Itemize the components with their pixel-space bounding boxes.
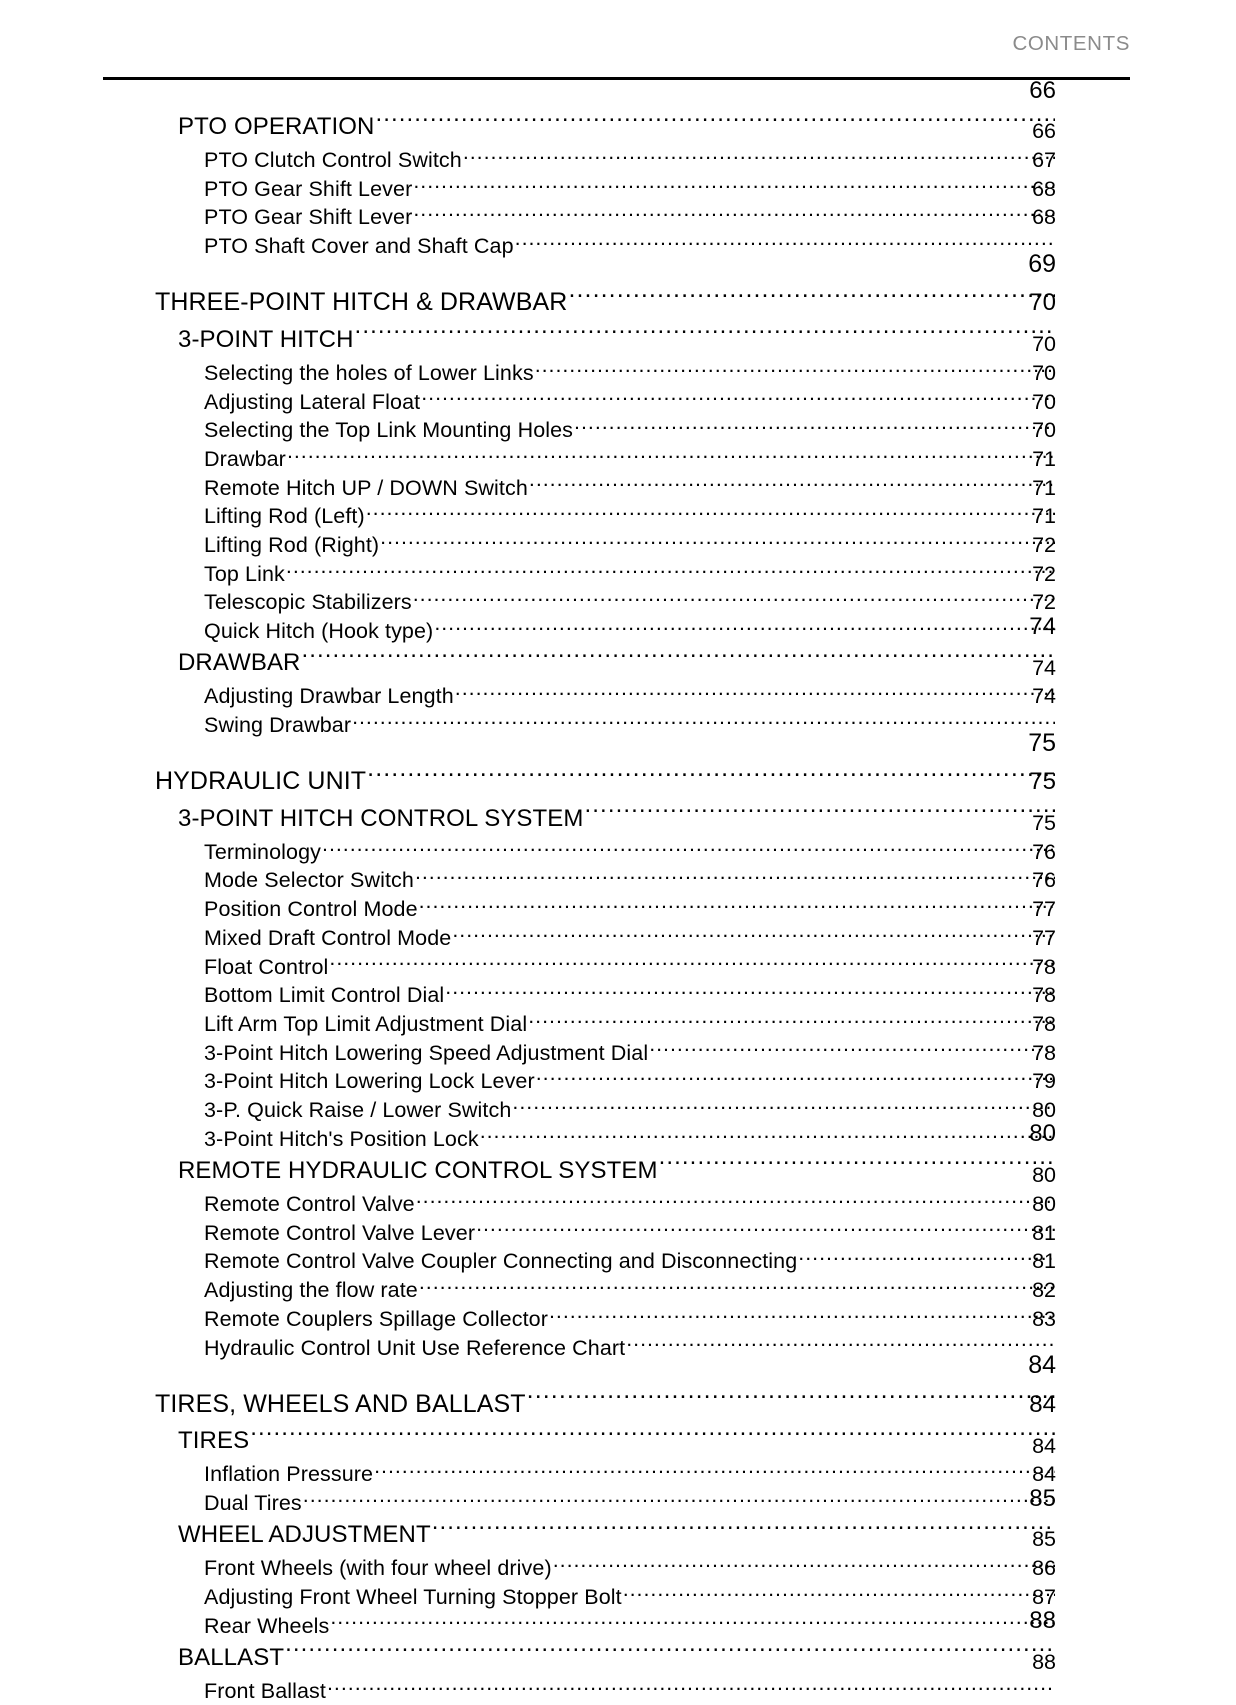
toc-dot-leader [574, 416, 1055, 438]
toc-entry-page-number: 78 [1032, 983, 1056, 1008]
toc-dot-leader [434, 617, 1055, 639]
toc-entry-page-number: 84 [1029, 1390, 1056, 1418]
toc-dot-leader [798, 1247, 1055, 1269]
toc-entry-label: Lift Arm Top Limit Adjustment Dial [204, 1011, 528, 1036]
toc-entry-page-number: 78 [1032, 954, 1056, 979]
toc-entry-label: Adjusting Drawbar Length [204, 684, 454, 709]
toc-entry-label: Mode Selector Switch [204, 868, 414, 893]
toc-entry-page-number: 74 [1032, 655, 1056, 680]
toc-dot-leader [512, 1096, 1055, 1118]
toc-entry-page-number: 70 [1032, 389, 1056, 414]
toc-entry-label: PTO Shaft Cover and Shaft Cap [204, 234, 514, 259]
toc-entry-label: TIRES [178, 1427, 250, 1455]
toc-entry-label: Adjusting the flow rate [204, 1278, 418, 1303]
toc-dot-leader [355, 323, 1055, 347]
toc-entry-label: DRAWBAR [178, 649, 301, 677]
toc-dot-leader [330, 1611, 1055, 1633]
toc-entry-label: Remote Control Valve [204, 1191, 415, 1216]
toc-entry-label: Lifting Rod (Left) [204, 504, 365, 529]
toc-dot-leader [327, 1676, 1055, 1698]
toc-entry-page-number: 80 [1029, 1120, 1056, 1148]
toc-entry-label: PTO OPERATION [178, 113, 375, 140]
toc-dot-leader [380, 531, 1055, 553]
toc-dot-leader [366, 502, 1055, 524]
toc-dot-leader [329, 952, 1055, 974]
toc-entry-page-number: 70 [1029, 289, 1056, 317]
toc-entry-label: THREE-POINT HITCH & DRAWBAR [155, 288, 568, 317]
toc-dot-leader [250, 1424, 1055, 1448]
toc-entry-label: PTO Gear Shift Lever [204, 205, 413, 230]
toc-entry-page-number: 74 [1029, 612, 1056, 640]
toc-dot-leader [515, 232, 1055, 254]
toc-entry-label: Float Control [204, 954, 329, 979]
toc-entry-page-number: 66 [1032, 119, 1056, 144]
toc-entry-page-number: 78 [1032, 1040, 1056, 1065]
toc-entry-page-number: 81 [1032, 1220, 1056, 1245]
toc-dot-leader [535, 358, 1055, 380]
toc-entry-page-number: 80 [1032, 1163, 1056, 1188]
toc-entry-page-number: 76 [1032, 839, 1056, 864]
toc-dot-leader [416, 1189, 1055, 1211]
toc-dot-leader [367, 764, 1055, 789]
toc-entry-page-number: 74 [1032, 684, 1056, 709]
toc-entry-label: Dual Tires [204, 1490, 302, 1515]
toc-entry-label: 3-Point Hitch Lowering Lock Lever [204, 1069, 535, 1094]
toc-dot-leader [536, 1067, 1055, 1089]
toc-entry-page-number: 67 [1032, 148, 1056, 172]
toc-entry-page-number: 77 [1032, 925, 1056, 950]
toc-dot-leader [527, 1387, 1055, 1412]
toc-entry-page-number: 70 [1032, 332, 1056, 357]
toc-entry-page-number: 88 [1029, 1607, 1056, 1635]
toc-entry-label: PTO Gear Shift Lever [204, 176, 413, 201]
running-header [103, 34, 1130, 55]
toc-entry-label: 3-POINT HITCH CONTROL SYSTEM [178, 804, 584, 832]
toc-entry-page-number: 72 [1032, 561, 1056, 586]
toc-entry-label: Quick Hitch (Hook type) [204, 619, 434, 644]
toc-dot-leader [285, 1641, 1055, 1665]
toc-dot-leader [432, 1518, 1055, 1542]
toc-dot-leader [413, 174, 1055, 196]
toc-dot-leader [549, 1304, 1055, 1326]
toc-entry-page-number: 76 [1032, 868, 1056, 893]
toc-entry-page-number: 70 [1032, 360, 1056, 385]
toc-entry-page-number: 78 [1032, 1011, 1056, 1036]
toc-dot-leader [528, 1009, 1055, 1031]
toc-entry-page-number: 79 [1032, 1069, 1056, 1094]
toc-entry-label: 3-Point Hitch's Position Lock [204, 1126, 479, 1151]
toc-entry-label: 3-P. Quick Raise / Lower Switch [204, 1098, 512, 1123]
toc-dot-leader [585, 802, 1055, 826]
toc-entry-label: Remote Hitch UP / DOWN Switch [204, 475, 528, 500]
toc-entry-label: Remote Couplers Spillage Collector [204, 1306, 548, 1331]
toc-dot-leader [463, 146, 1055, 168]
toc-dot-leader [413, 203, 1055, 225]
toc-entry-page-number: 87 [1032, 1584, 1056, 1609]
toc-entry-page-number: 66 [1029, 76, 1056, 104]
toc-dot-leader [352, 711, 1055, 733]
toc-entry-label: TIRES, WHEELS AND BALLAST [155, 1389, 526, 1418]
toc-entry-label: Drawbar [204, 446, 286, 471]
toc-dot-leader [375, 110, 1055, 134]
toc-entry-label: Front Wheels (with four wheel drive) [204, 1556, 552, 1581]
toc-entry-label: REMOTE HYDRAULIC CONTROL SYSTEM [178, 1156, 658, 1184]
toc-entry-page-number: 72 [1032, 590, 1056, 615]
toc-entry-label: Remote Control Valve Lever [204, 1220, 476, 1245]
toc-entry-page-number: 86 [1032, 1556, 1056, 1581]
toc-entry-label: WHEEL ADJUSTMENT [178, 1521, 431, 1549]
toc-dot-leader [421, 387, 1055, 409]
toc-entry-page-number: 85 [1032, 1527, 1056, 1552]
toc-dot-leader [413, 588, 1055, 610]
toc-dot-leader [419, 1276, 1055, 1298]
toc-dot-leader [659, 1154, 1055, 1178]
toc-dot-leader [476, 1218, 1055, 1240]
toc-dot-leader [649, 1038, 1055, 1060]
toc-dot-leader [445, 981, 1055, 1003]
toc-entry-page-number: 84 [1032, 1462, 1056, 1487]
toc-entry-label: Telescopic Stabilizers [204, 590, 412, 615]
toc-entry-page-number: 71 [1032, 504, 1056, 529]
toc-entry-page-number: 72 [1032, 533, 1056, 558]
toc-entry-page-number: 75 [1029, 768, 1056, 796]
toc-entry-label: Adjusting Lateral Float [204, 389, 421, 414]
toc-dot-leader [374, 1460, 1055, 1482]
toc-dot-leader [568, 285, 1055, 310]
toc-entry-label: Swing Drawbar [204, 713, 352, 738]
toc-entry-label: PTO Clutch Control Switch [204, 148, 462, 172]
toc-entry-page-number: 71 [1032, 446, 1056, 471]
toc-entry-page-number: 77 [1032, 897, 1056, 922]
toc-entry-label: 3-Point Hitch Lowering Speed Adjustment Dial [204, 1040, 649, 1065]
toc-entry-page-number: 84 [1032, 1433, 1056, 1458]
toc-dot-leader [455, 682, 1055, 704]
toc-dot-leader [480, 1124, 1055, 1146]
toc-entry[interactable] [0, 1650, 1236, 1705]
toc-dot-leader [415, 866, 1055, 888]
toc-entry-label: Position Control Mode [204, 897, 418, 922]
toc-dot-leader [553, 1554, 1055, 1576]
toc-entry-page-number: 68 [1032, 176, 1056, 201]
toc-entry-label: Rear Wheels [204, 1613, 330, 1638]
toc-entry-page-number: 85 [1029, 1484, 1056, 1512]
toc-entry-label: Front Ballast [204, 1678, 326, 1703]
toc-dot-leader [287, 444, 1055, 466]
toc-dot-leader [626, 1333, 1055, 1355]
toc-entry-label: Top Link [204, 561, 285, 586]
toc-entry-label: Selecting the holes of Lower Links [204, 360, 534, 385]
page-title: CONTENTS [1012, 32, 1130, 55]
toc-entry-label: Selecting the Top Link Mounting Holes [204, 418, 574, 443]
toc-entry-label: Lifting Rod (Right) [204, 533, 380, 558]
header-divider [103, 77, 1130, 80]
toc-entry-label: Inflation Pressure [204, 1462, 374, 1487]
toc-entry-label: Remote Control Valve Coupler Connecting and Disconnecting [204, 1249, 798, 1274]
toc-entry-page-number: 88 [1032, 1650, 1056, 1675]
toc-dot-leader [452, 923, 1055, 945]
toc-entry-page-number: 80 [1032, 1191, 1056, 1216]
toc-entry-label: Bottom Limit Control Dial [204, 983, 445, 1008]
toc-entry-label: 3-POINT HITCH [178, 325, 354, 353]
toc-entry-label: BALLAST [178, 1643, 285, 1671]
toc-entry-label: Adjusting Front Wheel Turning Stopper Bolt [204, 1584, 622, 1609]
toc-entry-page-number: 69 [1028, 249, 1056, 278]
toc-entry-page-number: 84 [1028, 1351, 1056, 1380]
toc-entry-page-number: 81 [1032, 1249, 1056, 1274]
toc-entry-page-number: 82 [1032, 1278, 1056, 1303]
toc-dot-leader [322, 837, 1055, 859]
toc-dot-leader [419, 895, 1055, 917]
toc-dot-leader [303, 1488, 1055, 1510]
toc-entry-label: HYDRAULIC UNIT [155, 767, 367, 796]
toc-entry-page-number: 68 [1032, 205, 1056, 230]
toc-dot-leader [623, 1582, 1055, 1604]
toc-entry-page-number: 83 [1032, 1306, 1056, 1331]
toc-entry-page-number: 80 [1032, 1098, 1056, 1123]
toc-entry-label: Mixed Draft Control Mode [204, 925, 452, 950]
toc-entry-page-number: 75 [1032, 811, 1056, 836]
toc-dot-leader [286, 559, 1055, 581]
toc-dot-leader [529, 473, 1055, 495]
toc-entry-page-number: 70 [1032, 418, 1056, 443]
toc-entry-page-number: 71 [1032, 475, 1056, 500]
toc-entry-label: Hydraulic Control Unit Use Reference Chart [204, 1335, 626, 1360]
toc-entry-page-number: 75 [1028, 728, 1056, 757]
toc-entry-label: Terminology [204, 839, 322, 864]
toc-dot-leader [301, 646, 1055, 670]
table-of-contents [0, 76, 1236, 1705]
